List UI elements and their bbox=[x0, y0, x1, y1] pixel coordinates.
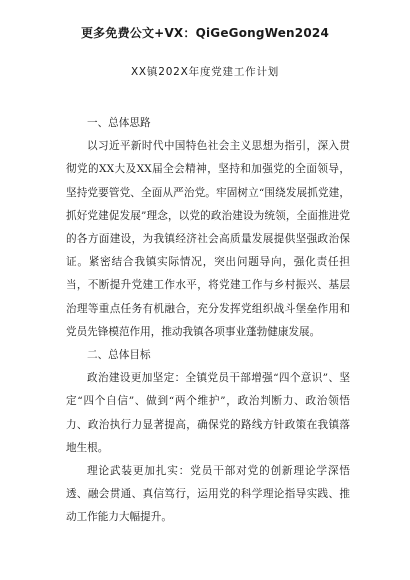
paragraph-political-building: 政治建设更加坚定：全镇党员干部增强“四个意识”、坚定“四个自信”、做到“两个维护”，政治判断力、政治领悟力、政治执行力显著提高，确保党的路线方针政策在我镇落地生根。 bbox=[66, 372, 350, 454]
section-heading-overall-goals: 二、总体目标 bbox=[87, 349, 151, 362]
watermark-header: 更多免费公文+VX：QiGeGongWen2024 bbox=[80, 26, 329, 40]
document-title: XX镇202X年度党建工作计划 bbox=[130, 66, 280, 78]
paragraph-overall-approach: 以习近平新时代中国特色社会主义思想为指引，深入贯彻党的XX大及XX届全会精神，坚持和加强党的全面领导，坚持党要管党、全面从严治党。牢固树立“围绕发展抓党建，抓好党建促发展”理念，以党的政治建设为统领，全面推进党的各方面建设，为我镇经济社会高质量发展提供坚强政治保证。紧密结合我镇实际情况，突出问题导向，强化责任担当，不断提升党建工作水平，将党建工作与乡村振兴、基层治理等重点任务有机融合，充分发挥党组织战斗堡垒作用和党员先锋模范作用，推动我镇各项事业蓬勃健康发展。 bbox=[66, 140, 350, 338]
paragraph-theoretical-armament: 理论武装更加扎实：党员干部对党的创新理论学深悟透、融会贯通、真信笃行，运用党的科学理论指导实践、推动工作能力大幅提升。 bbox=[66, 465, 350, 524]
document-body bbox=[66, 112, 350, 530]
section-heading-overall-approach: 一、总体思路 bbox=[87, 117, 151, 129]
